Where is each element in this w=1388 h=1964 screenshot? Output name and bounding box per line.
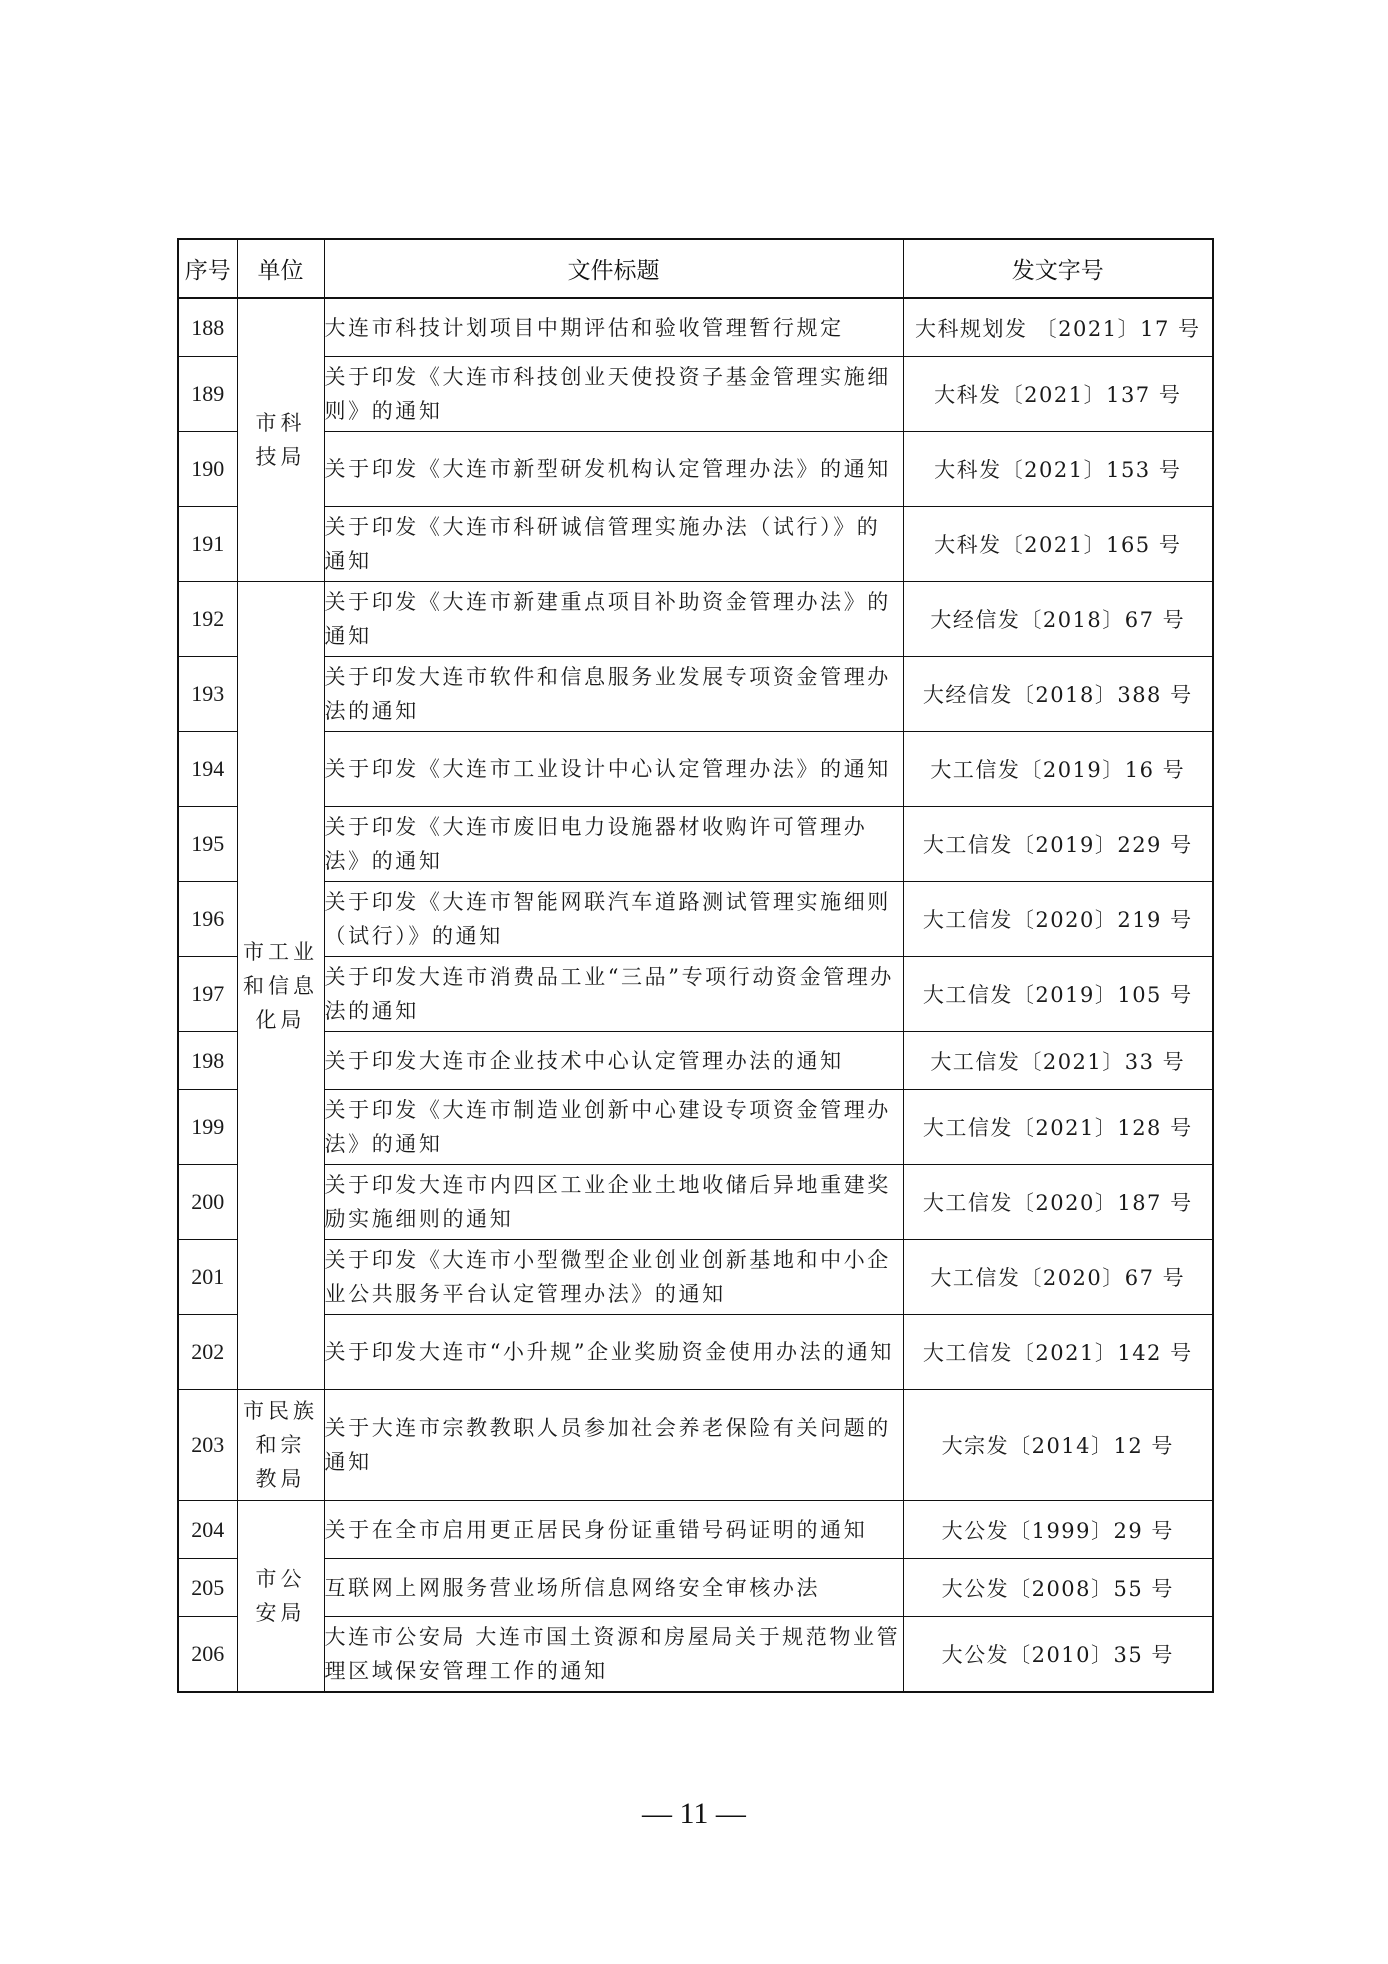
row-seq: 199 <box>178 1090 237 1165</box>
header-doc-no: 发文字号 <box>903 239 1213 298</box>
table-row <box>178 1501 1213 1559</box>
table-row <box>178 1240 1213 1315</box>
row-seq: 197 <box>178 957 237 1032</box>
row-doc-no: 大科发〔2021〕165 号 <box>903 507 1213 582</box>
table-header-row <box>178 239 1213 298</box>
table-row <box>178 1390 1213 1501</box>
table-row <box>178 1559 1213 1617</box>
row-title: 大连市科技计划项目中期评估和验收管理暂行规定 <box>324 298 903 357</box>
unit-line: 和宗 <box>255 1433 306 1457</box>
row-title: 关于印发大连市软件和信息服务业发展专项资金管理办法的通知 <box>324 657 903 732</box>
table-row <box>178 882 1213 957</box>
unit-line: 市工业 <box>243 939 318 964</box>
row-title: 互联网上网服务营业场所信息网络安全审核办法 <box>324 1559 903 1617</box>
row-doc-no: 大工信发〔2020〕219 号 <box>903 882 1213 957</box>
row-doc-no: 大宗发〔2014〕12 号 <box>903 1390 1213 1501</box>
row-doc-no: 大工信发〔2020〕67 号 <box>903 1240 1213 1315</box>
table-row <box>178 507 1213 582</box>
unit-cell-ethnic-religious <box>237 1390 324 1501</box>
row-seq: 192 <box>178 582 237 657</box>
table-row <box>178 1617 1213 1693</box>
row-doc-no: 大工信发〔2021〕33 号 <box>903 1032 1213 1090</box>
unit-line: 化局 <box>255 1007 306 1032</box>
unit-line: 教局 <box>255 1467 306 1491</box>
regulations-table <box>177 238 1214 1693</box>
row-title: 关于印发《大连市制造业创新中心建设专项资金管理办法》的通知 <box>324 1090 903 1165</box>
row-doc-no: 大公发〔2010〕35 号 <box>903 1617 1213 1693</box>
row-doc-no: 大工信发〔2020〕187 号 <box>903 1165 1213 1240</box>
unit-cell-public-security <box>237 1501 324 1693</box>
unit-line: 市科 <box>255 411 306 435</box>
row-doc-no: 大工信发〔2021〕142 号 <box>903 1315 1213 1390</box>
page-number: — 11 — <box>642 1797 746 1830</box>
row-title: 关于印发大连市“小升规”企业奖励资金使用办法的通知 <box>324 1315 903 1390</box>
row-title: 大连市公安局 大连市国土资源和房屋局关于规范物业管理区域保安管理工作的通知 <box>324 1617 903 1693</box>
row-title: 关于印发大连市消费品工业“三品”专项行动资金管理办法的通知 <box>324 957 903 1032</box>
row-seq: 200 <box>178 1165 237 1240</box>
unit-line: 市公 <box>255 1567 306 1591</box>
row-seq: 205 <box>178 1559 237 1617</box>
unit-line: 技局 <box>255 445 306 469</box>
table-row <box>178 357 1213 432</box>
row-doc-no: 大科发〔2021〕137 号 <box>903 357 1213 432</box>
row-seq: 198 <box>178 1032 237 1090</box>
row-seq: 190 <box>178 432 237 507</box>
table-row <box>178 1315 1213 1390</box>
row-title: 关于印发大连市企业技术中心认定管理办法的通知 <box>324 1032 903 1090</box>
row-seq: 193 <box>178 657 237 732</box>
unit-line: 市民族 <box>243 1399 318 1423</box>
table-row <box>178 1090 1213 1165</box>
row-seq: 191 <box>178 507 237 582</box>
row-doc-no: 大工信发〔2019〕105 号 <box>903 957 1213 1032</box>
table-row <box>178 657 1213 732</box>
row-seq: 202 <box>178 1315 237 1390</box>
unit-line: 和信息 <box>243 973 318 998</box>
row-doc-no: 大公发〔2008〕55 号 <box>903 1559 1213 1617</box>
header-unit: 单位 <box>237 239 324 298</box>
row-seq: 194 <box>178 732 237 807</box>
row-doc-no: 大经信发〔2018〕388 号 <box>903 657 1213 732</box>
table-row <box>178 732 1213 807</box>
table-row <box>178 1032 1213 1090</box>
row-doc-no: 大科规划发 〔2021〕17 号 <box>903 298 1213 357</box>
row-title: 关于在全市启用更正居民身份证重错号码证明的通知 <box>324 1501 903 1559</box>
row-title: 关于印发《大连市科技创业天使投资子基金管理实施细则》的通知 <box>324 357 903 432</box>
row-seq: 204 <box>178 1501 237 1559</box>
row-title: 关于印发《大连市智能网联汽车道路测试管理实施细则 （试行）》的通知 <box>324 882 903 957</box>
row-seq: 195 <box>178 807 237 882</box>
table-row <box>178 582 1213 657</box>
unit-cell-industry-it <box>237 582 324 1390</box>
row-title: 关于印发《大连市小型微型企业创业创新基地和中小企业公共服务平台认定管理办法》的通知 <box>324 1240 903 1315</box>
header-seq: 序号 <box>178 239 237 298</box>
row-seq: 206 <box>178 1617 237 1693</box>
row-seq: 188 <box>178 298 237 357</box>
row-seq: 201 <box>178 1240 237 1315</box>
row-seq: 189 <box>178 357 237 432</box>
table-row <box>178 1165 1213 1240</box>
unit-line: 安局 <box>255 1601 306 1625</box>
row-doc-no: 大经信发〔2018〕67 号 <box>903 582 1213 657</box>
table-row <box>178 432 1213 507</box>
row-title: 关于印发大连市内四区工业企业土地收储后异地重建奖励实施细则的通知 <box>324 1165 903 1240</box>
row-title: 关于印发《大连市科研诚信管理实施办法（试行）》的通知 <box>324 507 903 582</box>
row-doc-no: 大科发〔2021〕153 号 <box>903 432 1213 507</box>
row-title: 关于印发《大连市废旧电力设施器材收购许可管理办法》的通知 <box>324 807 903 882</box>
row-title: 关于印发《大连市新型研发机构认定管理办法》的通知 <box>324 432 903 507</box>
row-doc-no: 大工信发〔2021〕128 号 <box>903 1090 1213 1165</box>
header-title: 文件标题 <box>324 239 903 298</box>
row-seq: 196 <box>178 882 237 957</box>
row-title: 关于印发《大连市工业设计中心认定管理办法》的通知 <box>324 732 903 807</box>
table-row <box>178 957 1213 1032</box>
table-row <box>178 807 1213 882</box>
unit-cell-science-tech <box>237 298 324 582</box>
row-seq: 203 <box>178 1390 237 1501</box>
row-doc-no: 大工信发〔2019〕229 号 <box>903 807 1213 882</box>
table-row <box>178 298 1213 357</box>
row-doc-no: 大公发〔1999〕29 号 <box>903 1501 1213 1559</box>
row-doc-no: 大工信发〔2019〕16 号 <box>903 732 1213 807</box>
row-title: 关于大连市宗教教职人员参加社会养老保险有关问题的通知 <box>324 1390 903 1501</box>
row-title: 关于印发《大连市新建重点项目补助资金管理办法》的通知 <box>324 582 903 657</box>
